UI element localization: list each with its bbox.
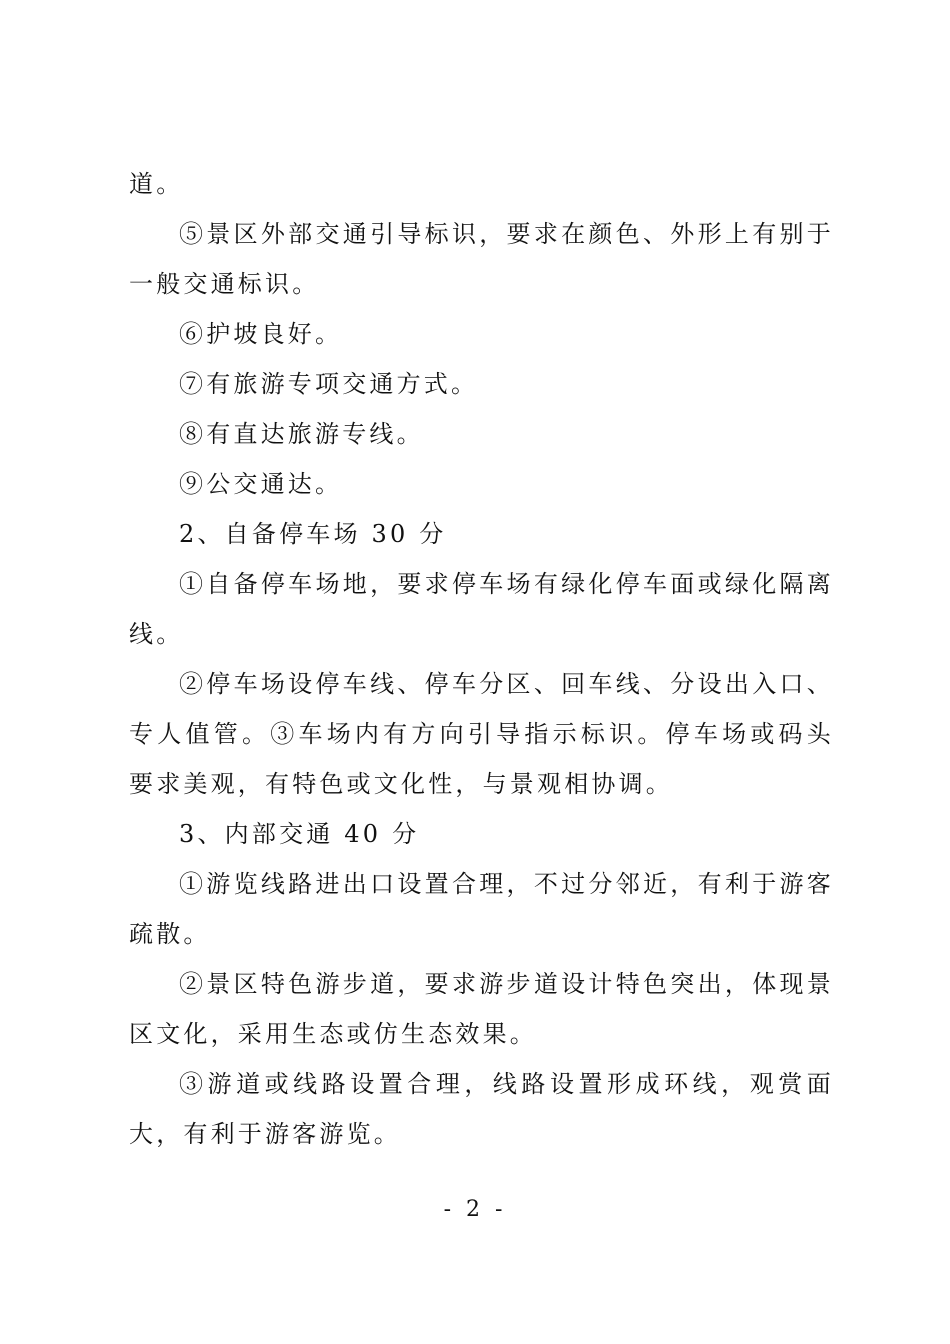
paragraph-continuation: 道。: [129, 170, 184, 198]
body-text: [129, 159, 834, 1159]
paragraph-internal-3: ③游道或线路设置合理，线路设置形成环线，观赏面大，有利于游客游览。: [129, 1070, 834, 1148]
paragraph-item-9-bus: ⑨公交通达。: [179, 470, 343, 498]
page-number: - 2 -: [443, 1197, 507, 1222]
paragraph-parking-2: ②停车场设停车线、停车分区、回车线、分设出入口、专人值管。③车场内有方向引导指示标识。停车场或码头要求美观，有特色或文化性，与景观相协调。: [129, 670, 834, 798]
paragraph-item-6-slope: ⑥护坡良好。: [179, 320, 343, 348]
paragraph-item-8-direct-line: ⑧有直达旅游专线。: [179, 420, 424, 448]
paragraph-item-7-special-transport: ⑦有旅游专项交通方式。: [179, 370, 479, 398]
paragraph-internal-1: ①游览线路进出口设置合理，不过分邻近，有利于游客疏散。: [129, 870, 834, 948]
paragraph-internal-2: ②景区特色游步道，要求游步道设计特色突出，体现景区文化，采用生态或仿生态效果。: [129, 970, 834, 1048]
section-heading-internal-transport: 3、内部交通 40 分: [179, 820, 420, 848]
paragraph-item-5-signage: ⑤景区外部交通引导标识，要求在颜色、外形上有别于一般交通标识。: [129, 220, 834, 298]
section-heading-parking: 2、自备停车场 30 分: [179, 520, 447, 548]
paragraph-parking-1: ①自备停车场地，要求停车场有绿化停车面或绿化隔离线。: [129, 570, 834, 648]
